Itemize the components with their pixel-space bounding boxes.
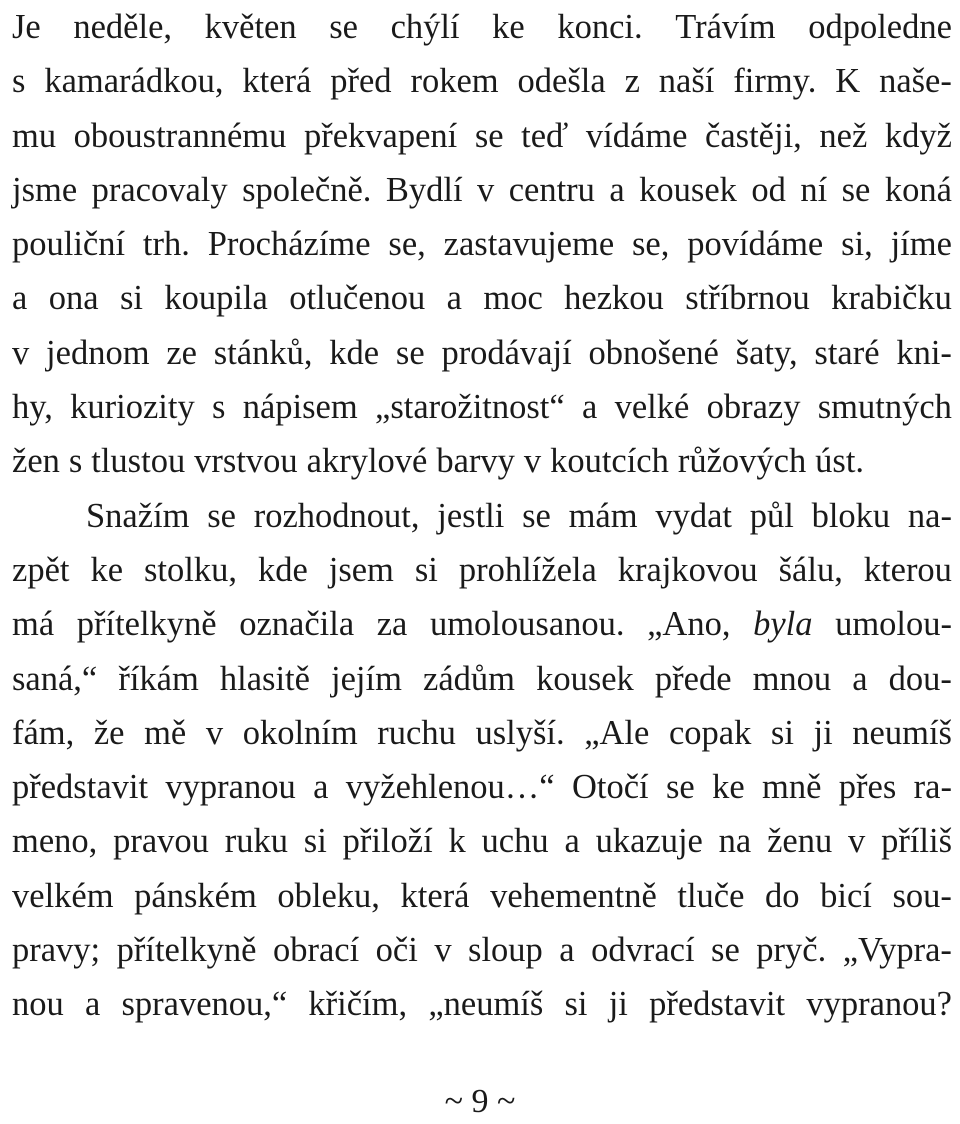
word: si, (841, 225, 873, 264)
word: hy, (12, 388, 53, 427)
word: staré (814, 333, 880, 372)
word: nou (12, 985, 64, 1024)
word: představit (12, 768, 149, 807)
word: „Ale (584, 713, 650, 752)
word: obnošené (588, 333, 719, 372)
text-line (12, 543, 952, 597)
word: z (624, 62, 640, 101)
word: neděle, (73, 8, 173, 46)
body-text (12, 0, 952, 1032)
word: konci. (557, 8, 643, 46)
word: si (119, 279, 143, 318)
word: se (711, 931, 740, 970)
word: „Ano, (647, 605, 731, 644)
word: vídáme (585, 116, 688, 155)
word: mám (568, 496, 638, 535)
word: teď (521, 116, 569, 155)
word: ní (800, 170, 828, 209)
word: bloku (811, 496, 891, 535)
word: tlustou (91, 442, 186, 481)
text-line (12, 380, 952, 434)
text-line (12, 706, 952, 760)
word: prohlížela (458, 550, 597, 589)
word: od (751, 170, 786, 209)
word: se (474, 116, 504, 155)
word: vyžehlenou…“ (345, 768, 555, 807)
word: mě (144, 713, 187, 752)
word: než (819, 116, 868, 155)
word: žen (12, 442, 60, 481)
word: ruku (224, 822, 288, 861)
word: kuriozity (70, 388, 195, 427)
word: zádům (423, 659, 515, 698)
word: pouliční (12, 225, 126, 264)
word: Bydlí (385, 170, 463, 209)
word: společně. (242, 170, 372, 209)
word: k (448, 822, 466, 861)
word: prodávají (441, 333, 572, 372)
word: mnou (752, 659, 832, 698)
word: firmy. (733, 62, 817, 101)
word: povídáme (687, 225, 824, 264)
word: okolním (242, 713, 358, 752)
word: růžových (677, 442, 807, 481)
word: vypranou (165, 768, 296, 807)
word: a (581, 388, 598, 427)
word: se (522, 496, 551, 535)
word: chýlí (390, 8, 460, 46)
text-line (12, 597, 952, 651)
word: naší (658, 62, 715, 101)
word: K (835, 62, 861, 101)
word: v (434, 931, 452, 970)
word: kousek (536, 659, 634, 698)
word: velkém (12, 876, 114, 915)
word: si (770, 713, 794, 752)
word: se (395, 333, 425, 372)
word: se (329, 8, 358, 46)
word: dou- (888, 659, 952, 698)
word: fám, (12, 713, 75, 752)
word: zastavujeme (443, 225, 615, 264)
word: hezkou (564, 279, 664, 318)
word: vehementně (490, 876, 657, 915)
word: v (12, 333, 30, 372)
word: obleku, (277, 876, 380, 915)
word: že (93, 713, 125, 752)
word: za (376, 605, 408, 644)
word: na- (907, 496, 952, 535)
word: ukazuje (595, 822, 703, 861)
text-line (12, 271, 952, 325)
word: pravou (113, 822, 209, 861)
word: s (12, 62, 26, 101)
word: úst. (815, 442, 865, 481)
word: se (207, 496, 236, 535)
word: ruchu (377, 713, 456, 752)
word: s (212, 388, 226, 427)
word: pravy; (12, 931, 101, 970)
word: ke (492, 8, 525, 46)
word: naše- (879, 62, 952, 101)
word: trh. (142, 225, 190, 264)
word: ze (166, 333, 197, 372)
word: uchu (481, 822, 549, 861)
word: když (884, 116, 952, 155)
word: se (665, 768, 695, 807)
word: kde (329, 333, 380, 372)
word: Procházíme (207, 225, 371, 264)
word: překvapení (303, 116, 458, 155)
word: umolou- (835, 605, 952, 644)
word: Trávím (675, 8, 776, 46)
word: hlasitě (219, 659, 310, 698)
word: v (477, 170, 495, 209)
word: vypranou? (806, 985, 952, 1024)
word: šálu, (778, 550, 843, 589)
word: stolku, (143, 550, 237, 589)
word: saná,“ (12, 659, 98, 698)
word: oči (375, 931, 418, 970)
word: jsme (12, 170, 78, 209)
word: a (609, 170, 625, 209)
word: otlučenou (289, 279, 426, 318)
text-line (12, 869, 952, 923)
word: copak (668, 713, 752, 752)
word: umolousanou. (429, 605, 625, 644)
word: jestli (437, 496, 505, 535)
word: si (414, 550, 438, 589)
word: ke (712, 768, 745, 807)
word: a (446, 279, 462, 318)
word: ke (90, 550, 124, 589)
word: a (564, 822, 580, 861)
word: obrazy (706, 388, 801, 427)
word: meno, (12, 822, 98, 861)
word: Otočí (571, 768, 649, 807)
word: označila (239, 605, 355, 644)
text-line (12, 0, 952, 54)
word: obrací (272, 931, 360, 970)
word: stříbrnou (685, 279, 810, 318)
word: častěji, (705, 116, 802, 155)
word: se (841, 170, 871, 209)
word: jejím (331, 659, 402, 698)
word: se, (631, 225, 670, 264)
word: do (765, 876, 800, 915)
word: centru (508, 170, 595, 209)
word: ženu (767, 822, 833, 861)
text-line (12, 217, 952, 271)
text-line (12, 652, 952, 706)
text-line (12, 434, 952, 488)
word: stánků, (213, 333, 313, 372)
word: koutcích (550, 442, 669, 481)
word: rokem (410, 62, 499, 101)
text-line (12, 760, 952, 814)
word: pánském (134, 876, 257, 915)
text-line (12, 923, 952, 977)
word: a (313, 768, 329, 807)
word: kousek (639, 170, 737, 209)
word: v (848, 822, 866, 861)
word: která (400, 876, 470, 915)
word: a (12, 279, 28, 318)
page-number: ~ 9 ~ (444, 1083, 516, 1120)
word: kni- (896, 333, 952, 372)
word: barvy (436, 442, 515, 481)
word: ona (48, 279, 99, 318)
word: přítelkyně (76, 605, 217, 644)
word: uslyší. (475, 713, 565, 752)
word: rozhodnout, (253, 496, 420, 535)
word: vydat (655, 496, 732, 535)
word: v (205, 713, 224, 752)
word: akrylové (306, 442, 428, 481)
word: jednom (46, 333, 150, 372)
word: „neumíš (428, 985, 544, 1024)
text-line (12, 54, 952, 108)
word: koná (884, 170, 952, 209)
word: přítelkyně (116, 931, 257, 970)
word: šaty, (735, 333, 798, 372)
word: přiloží (342, 822, 433, 861)
word: ji (813, 713, 833, 752)
word: a (852, 659, 868, 698)
word: kamarádkou, (44, 62, 224, 101)
word: sou- (892, 876, 952, 915)
word: říkám (118, 659, 199, 698)
word: spravenou,“ (121, 985, 288, 1024)
word: velké (614, 388, 690, 427)
word: půl (749, 496, 794, 535)
word: odpoledne (808, 8, 952, 46)
word: jsem (328, 550, 394, 589)
word: tluče (677, 876, 745, 915)
word: v (523, 442, 542, 481)
word: koupila (164, 279, 268, 318)
word: odešla (517, 62, 606, 101)
word: a (84, 985, 101, 1024)
word: před (330, 62, 392, 101)
paragraph (12, 0, 952, 489)
word: krabičku (831, 279, 952, 318)
text-line (12, 163, 952, 217)
word: a (559, 931, 575, 970)
word: „starožitnost“ (375, 388, 565, 427)
word: má (12, 605, 55, 644)
word: smutných (817, 388, 952, 427)
word: pracovaly (91, 170, 228, 209)
word: jíme (890, 225, 952, 264)
word: se, (388, 225, 426, 264)
word: mně (762, 768, 822, 807)
word: oboustrannému (73, 116, 287, 155)
word: ra- (913, 768, 952, 807)
word: neumíš (852, 713, 952, 752)
word: kde (257, 550, 308, 589)
word: bicí (820, 876, 872, 915)
word: nápisem (242, 388, 358, 427)
text-line (12, 109, 952, 163)
text-line (12, 977, 952, 1031)
word: pryč. (756, 931, 827, 970)
word: ji (608, 985, 628, 1024)
word: byla (753, 605, 813, 644)
paragraph (12, 489, 952, 1032)
text-line (12, 489, 952, 543)
word: přede (654, 659, 732, 698)
word: na (718, 822, 752, 861)
word: Je (12, 8, 41, 46)
word: která (242, 62, 312, 101)
word: vrstvou (194, 442, 298, 481)
word: si (303, 822, 327, 861)
word: krajkovou (617, 550, 758, 589)
word: křičím, (308, 985, 408, 1024)
word: mu (12, 116, 57, 155)
word: moc (483, 279, 543, 318)
word: kterou (863, 550, 952, 589)
word: květen (204, 8, 297, 46)
word: příliš (881, 822, 952, 861)
word: představit (649, 985, 786, 1024)
text-line (12, 326, 952, 380)
word: „Vypra- (842, 931, 952, 970)
word: sloup (468, 931, 543, 970)
word: si (564, 985, 588, 1024)
word: Snažím (86, 496, 190, 535)
word: zpět (12, 550, 70, 589)
word: s (68, 442, 83, 481)
word: odvrací (591, 931, 695, 970)
text-line (12, 814, 952, 868)
word: přes (838, 768, 897, 807)
